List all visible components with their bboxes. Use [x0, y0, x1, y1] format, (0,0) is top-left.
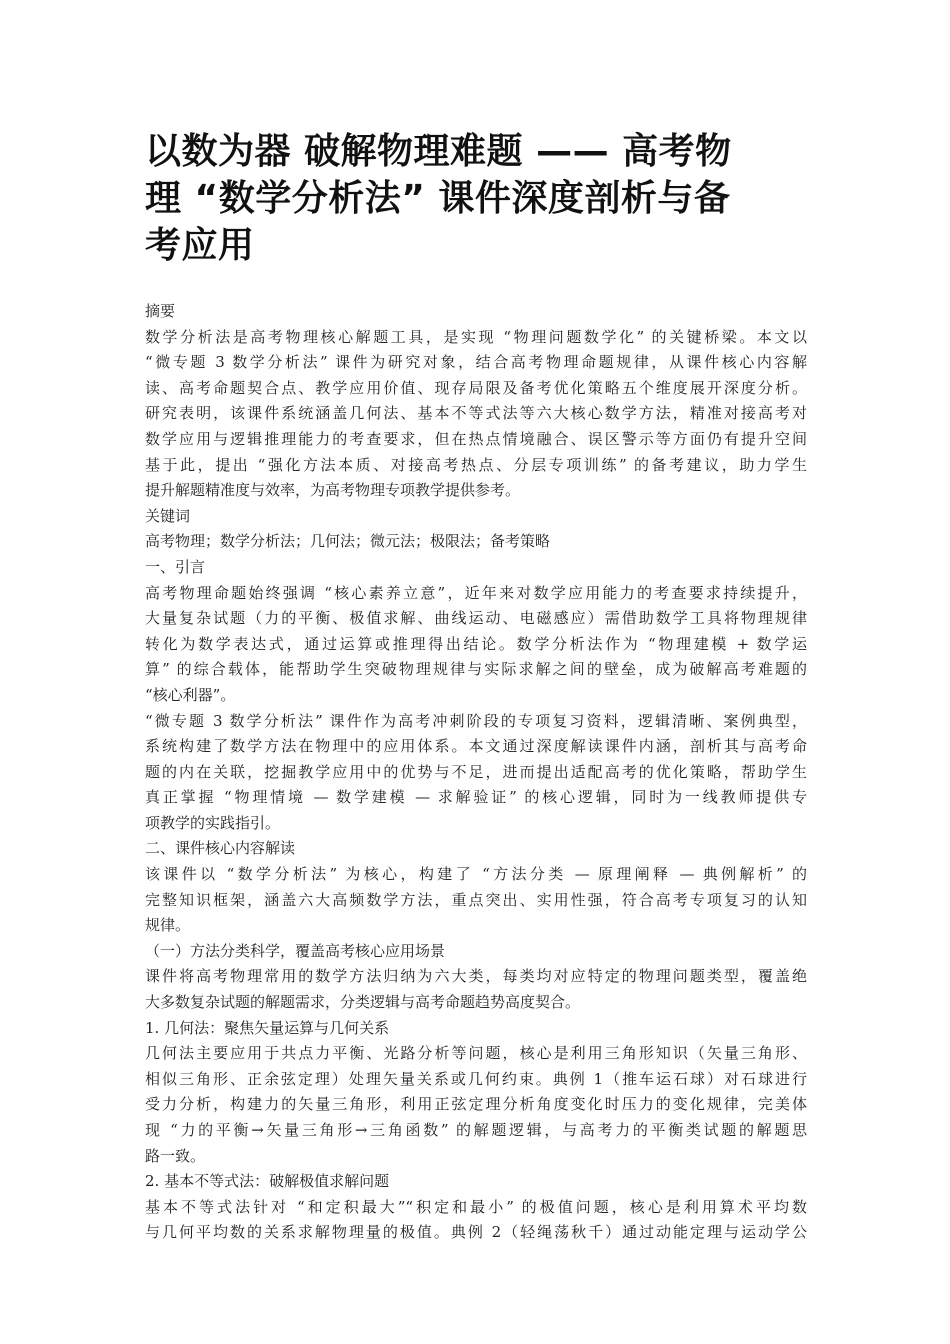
body-text-line: 转化为数学表达式，通过运算或推理得出结论。数学分析法作为 “物理建模 + 数学运	[145, 634, 807, 653]
body-text-line: 现 “力的平衡→矢量三角形→三角函数” 的解题逻辑，与高考力的平衡类试题的解题思	[145, 1121, 807, 1139]
body-text-line: 真正掌握 “物理情境 — 数学建模 — 求解验证” 的核心逻辑，同时为一线教师提供专	[145, 788, 807, 807]
body-text-line: 1. 几何法：聚焦矢量运算与几何关系	[145, 1018, 390, 1037]
title-line: 考应用	[145, 225, 255, 266]
body-text-line: 系统构建了数学方法在物理中的应用体系。本文通过深度解读课件内涵，剖析其与高考命	[145, 737, 807, 756]
document-page	[145, 128, 807, 1246]
body-text-line: 大多数复杂试题的解题需求，分类逻辑与高考命题趋势高度契合。	[145, 993, 581, 1012]
title-line: 理 “数学分析法” 课件深度剖析与备	[145, 178, 731, 219]
body-text-line: 该课件以 “数学分析法” 为核心，构建了 “方法分类 — 原理阐释 — 典例解析” 的	[145, 865, 807, 884]
body-text-line: “微专题 3 数学分析法” 课件作为高考冲刺阶段的专项复习资料，逻辑清晰、案例典型，	[145, 711, 807, 730]
body-text-line: 大量复杂试题（力的平衡、极值求解、曲线运动、电磁感应）需借助数学工具将物理规律	[145, 609, 807, 628]
body-text-line: 高考物理命题始终强调 “核心素养立意”，近年来对数学应用能力的考查要求持续提升，	[145, 583, 807, 602]
body-text-line: 基本不等式法针对 “和定积最大”“积定和最小” 的极值问题，核心是利用算术平均数	[145, 1197, 807, 1216]
document-title	[145, 128, 807, 269]
body-text-line: 二、课件核心内容解读	[145, 839, 296, 858]
body-text-line: 2. 基本不等式法：破解极值求解问题	[145, 1172, 390, 1191]
body-text-line: 课件将高考物理常用的数学方法归纳为六大类，每类均对应特定的物理问题类型，覆盖绝	[145, 967, 807, 986]
body-text-line: 一、引言	[145, 557, 206, 576]
document-body	[145, 299, 807, 1246]
body-text-line: 提升解题精准度与效率，为高考物理专项教学提供参考。	[145, 481, 521, 500]
body-text-line: 研究表明，该课件系统涵盖几何法、基本不等式法等六大核心数学方法，精准对接高考对	[145, 404, 807, 423]
body-text-line: 题的内在关联，挖掘教学应用中的优势与不足，进而提出适配高考的优化策略，帮助学生	[145, 762, 807, 781]
body-text-line: “核心利器”。	[145, 685, 236, 704]
body-text-line: 关键词	[145, 506, 191, 525]
body-text-line: 基于此，提出 “强化方法本质、对接高考热点、分层专项训练” 的备考建议，助力学生	[145, 455, 807, 474]
body-text-line: 数学应用与逻辑推理能力的考查要求，但在热点情境融合、误区警示等方面仍有提升空间	[145, 429, 807, 448]
body-text-line: 高考物理；数学分析法；几何法；微元法；极限法；备考策略	[145, 532, 551, 551]
body-text-line: 数学分析法是高考物理核心解题工具，是实现 “物理问题数学化” 的关键桥梁。本文以	[145, 327, 807, 346]
body-text-line: 规律。	[145, 916, 191, 935]
body-text-line: 读、高考命题契合点、教学应用价值、现存局限及备考优化策略五个维度展开深度分析。	[145, 378, 807, 397]
body-text-line: 受力分析，构建力的矢量三角形，利用正弦定理分析角度变化时压力的变化规律，完美体	[145, 1095, 807, 1114]
body-text-line: 算” 的综合载体，能帮助学生突破物理规律与实际求解之间的壁垒，成为破解高考难题的	[145, 660, 807, 679]
body-text-line: 项教学的实践指引。	[145, 813, 281, 832]
body-text-line: 摘要	[145, 302, 176, 320]
body-text-line: “微专题 3 数学分析法” 课件为研究对象，结合高考物理命题规律，从课件核心内容解	[145, 353, 807, 372]
body-text-line: 路一致。	[145, 1146, 206, 1165]
body-text-line: 与几何平均数的关系求解物理量的极值。典例 2（轻绳荡秋千）通过动能定理与运动学公	[145, 1223, 807, 1242]
title-line: 以数为器 破解物理难题 —— 高考物	[145, 131, 732, 172]
body-text-line: 完整知识框架，涵盖六大高频数学方法，重点突出、实用性强，符合高考专项复习的认知	[145, 890, 807, 909]
body-text-line: （一）方法分类科学，覆盖高考核心应用场景	[145, 941, 446, 960]
body-text-line: 相似三角形、正余弦定理）处理矢量关系或几何约束。典例 1（推车运石球）对石球进行	[145, 1069, 807, 1088]
body-text-line: 几何法主要应用于共点力平衡、光路分析等问题，核心是利用三角形知识（矢量三角形、	[145, 1044, 807, 1063]
